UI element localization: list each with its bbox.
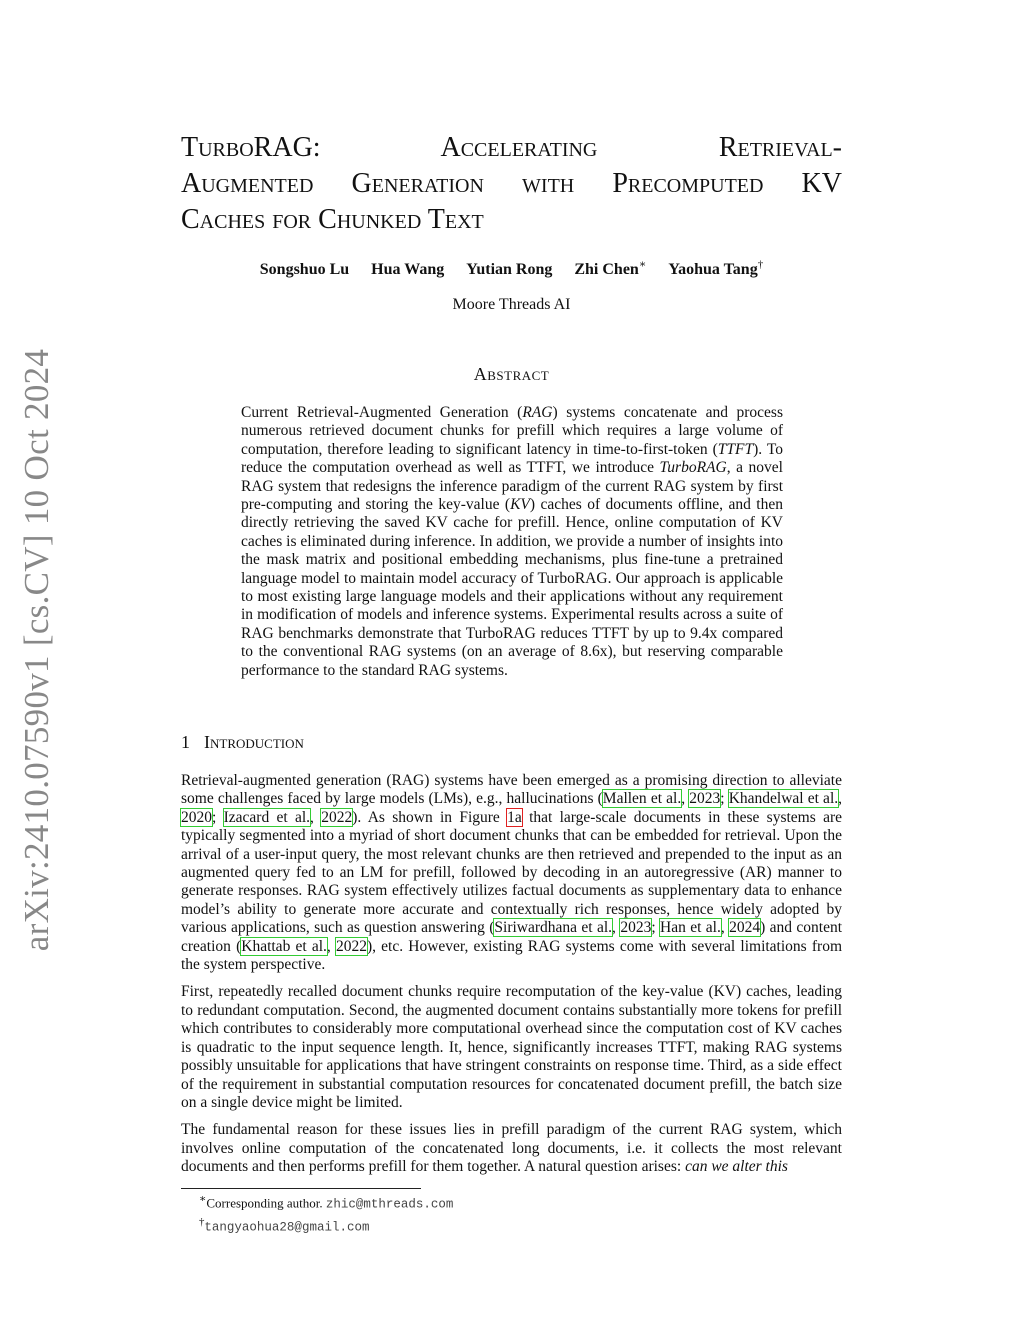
dagger-mark: †	[757, 259, 764, 271]
author-name: Yaohua Tang	[668, 261, 758, 279]
figure-reference-link[interactable]: 1a	[507, 808, 522, 826]
citation-link[interactable]: Izacard et al.	[223, 808, 311, 826]
arxiv-stamp	[16, 348, 58, 952]
author-name: Hua Wang	[371, 261, 445, 279]
author-name-wrap	[574, 261, 646, 278]
author-name: Yutian Rong	[466, 261, 553, 279]
abstract-text: Current Retrieval-Augmented Generation (RAG) systems concatenate and process numerous retrieved document chunks for prefill which requires a large volume of computation, therefore leading to significant latency in time-to-first-token (TTFT). To reduce the computation overhead as well as TTFT, we introduce TurboRAG, a novel RAG system that redesigns the inference paradigm of the current RAG system by first pre-computing and storing the key-value (KV) caches of documents offline, and then directly retrieving the saved KV cache for prefill. Hence, online computation of KV caches is eliminated during inference. In addition, we provide a number of insights into the mask matrix and positional embedding mechanisms, plus fine-tune a pretrained language model to maintain model accuracy of TurboRAG. Our approach is applicable to most existing large language models and their applications without any requirement in modification of models and inference systems. Experimental results across a suite of RAG benchmarks demonstrate that TurboRAG reduces TTFT by up to 9.4x compared to the conventional RAG systems (on an average of 8.6x), but reserving comparable performance to the standard RAG systems.	[241, 404, 783, 679]
author-name-wrap	[668, 261, 763, 278]
author-list	[181, 258, 842, 279]
email-link[interactable]: tangyaohua28@gmail.com	[204, 1220, 370, 1235]
paragraph: First, repeatedly recalled document chunks require recomputation of the key-value (KV) caches, leading to redundant computation. Second, the augmented document contains substantially more tokens for prefill which contributes to considerably more computational overhead since the computation cost of KV caches is quadratic to the input sequence length. It, hence, significantly increases TTFT, making RAG systems possibly unsuitable for applications that have stringent constraints on response time. Third, as a side effect of the requirement in substantial computation resources for concatenated document prefill, the batch size on a single device might be limited.	[181, 983, 842, 1111]
corresponding-mark: ∗	[638, 259, 647, 271]
abstract-heading: Abstract	[473, 364, 550, 384]
citation-link[interactable]: Mallen et al.	[602, 790, 682, 808]
paragraph: Retrieval-augmented generation (RAG) systems have been emerged as a promising direction to alleviate some challenges faced by large models (LMs), e.g., hallucinations (Mallen et al., 2023; Khandelwal et al., 2020; Izacard et al., 2022). As shown in Figure 1a that large-scale documents in these systems are typically segmented into a myriad of short document chunks that can be embedded for retrieval. Upon the arrival of a user-input query, the most relevant chunks are then retrieved and prepended to the input as an augmented query fed to an LM for prefill, followed by decoding in an autoregressive (AR) manner to generate responses. RAG system effectively utilizes factual documents as supplementary data to enhance model’s ability to generate more accurate and contextually rich responses, hence widely adopted by various applications, such as question answering (Siriwardhana et al., 2023; Han et al., 2024) and content creation (Khattab et al., 2022), etc. However, existing RAG systems come with several limitations from the system perspective.	[181, 772, 843, 974]
affiliation: Moore Threads AI	[452, 296, 571, 313]
paper-title	[181, 130, 842, 238]
introduction-body	[181, 772, 842, 1186]
citation-link[interactable]: 2022	[335, 937, 367, 955]
section-heading	[181, 732, 304, 753]
citation-link[interactable]: Han et al.	[660, 919, 721, 937]
citation-link[interactable]: 2020	[181, 808, 212, 826]
citation-link[interactable]: 2023	[689, 790, 721, 808]
arxiv-identifier: arXiv:2410.07590v1 [cs.CV] 10 Oct 2024	[17, 348, 56, 952]
title-line-1: TurboRAG: Accelerating Retrieval-	[181, 132, 842, 163]
citation-link[interactable]: 2022	[321, 808, 353, 826]
author-name: Songshuo Lu	[259, 261, 350, 279]
title-line-2: Augmented Generation with Precomputed KV	[181, 168, 842, 199]
title-line-3: Caches for Chunked Text	[181, 204, 484, 235]
email-link[interactable]: zhic@mthreads.com	[325, 1197, 454, 1212]
footnote-rule	[181, 1188, 421, 1189]
paragraph: The fundamental reason for these issues lies in prefill paradigm of the current RAG system, which involves online computation of the concatenated long documents, i.e. it collects the most relevant documents and then performs prefill for them together. A natural question arises: can we alter this	[181, 1121, 842, 1176]
citation-link[interactable]: Siriwardhana et al.	[494, 919, 613, 937]
footnote: †tangyaohua28@gmail.com	[199, 1216, 370, 1235]
section-number: 1	[181, 732, 190, 752]
citation-link[interactable]: 2023	[620, 919, 652, 937]
author-name: Zhi Chen	[574, 261, 639, 279]
citation-link[interactable]: Khattab et al.	[241, 937, 327, 955]
footnote: ∗Corresponding author. zhic@mthreads.com	[199, 1193, 454, 1212]
citation-link[interactable]: Khandelwal et al.	[728, 790, 839, 808]
footnotes	[181, 1190, 842, 1237]
citation-link[interactable]: 2024	[729, 919, 761, 937]
section-title: Introduction	[204, 732, 304, 752]
